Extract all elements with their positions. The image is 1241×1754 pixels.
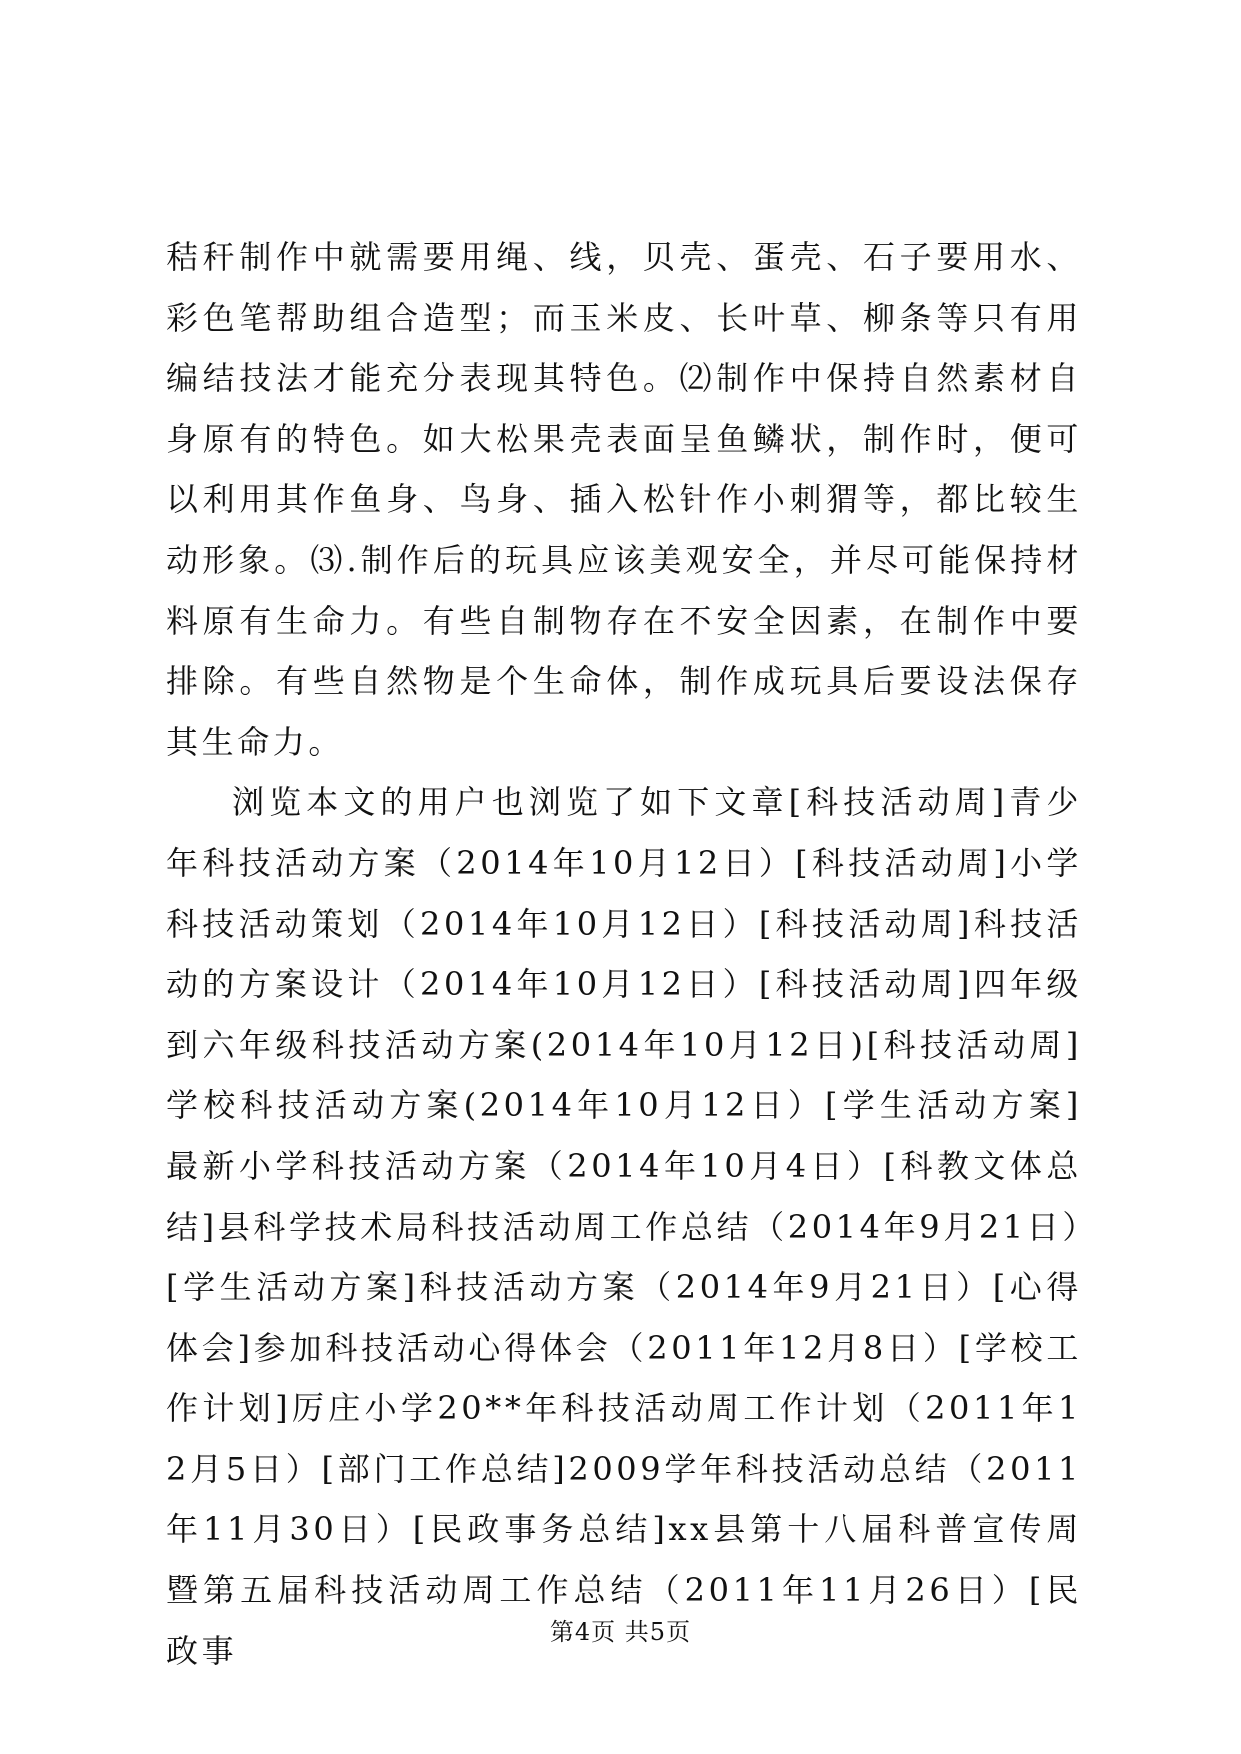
paragraph-related-articles: 浏览本文的用户也浏览了如下文章[科技活动周]青少年科技活动方案（2014年10月12日）[科技活动周]小学科技活动策划（2014年10月12日）[科技活动周]科技活动的方案设计（2014年10月12日）[科技活动周]四年级到六年级科技活动方案(2014年10月12日)[科技活动周]学校科技活动方案(2014年10月12日）[学生活动方案]最新小学科技活动方案（2014年10月4日）[科教文体总结]县科学技术局科技活动周工作总结（2014年9月21日）[学生活动方案]科技活动方案（2014年9月21日）[心得体会]参加科技活动心得体会（2011年12月8日）[学校工作计划]厉庄小学20**年科技活动周工作计划（2011年12月5日）[部门工作总结]2009学年科技活动总结（2011年11月30日）[民政事务总结]xx县第十八届科普宣传周暨第五届科技活动周工作总结（2011年11月26日）[民政事 [166, 783, 1082, 1670]
document-body [166, 227, 1082, 1681]
paragraph-toy-making: 秸秆制作中就需要用绳、线，贝壳、蛋壳、石子要用水、彩色笔帮助组合造型；而玉米皮、长叶草、柳条等只有用编结技法才能充分表现其特色。⑵制作中保持自然素材自身原有的特色。如大松果壳表面呈鱼鳞状，制作时，便可以利用其作鱼身、鸟身、插入松针作小刺猬等，都比较生动形象。⑶.制作后的玩具应该美观安全，并尽可能保持材料原有生命力。有些自制物存在不安全因素，在制作中要排除。有些自然物是个生命体，制作成玩具后要设法保存其生命力。 [166, 238, 1082, 761]
page-footer: 第4页 共5页 [549, 1618, 692, 1646]
